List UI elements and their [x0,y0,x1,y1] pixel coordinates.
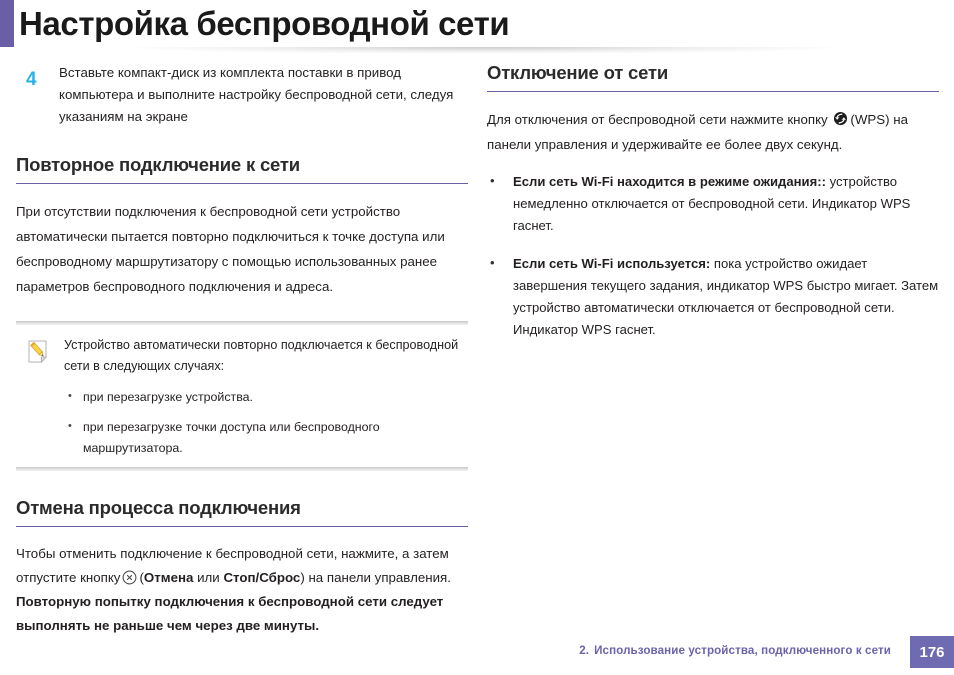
header-accent-bar [0,0,14,47]
cancel-text-part2: ) на панели управления. [300,570,451,585]
bullet-title: Если сеть Wi-Fi используется: [513,256,711,271]
footer-chapter-number: 2. [579,644,590,657]
disconnect-bullet-list [487,171,939,341]
paragraph-reconnect: При отсутствии подключения к беспроводной сети устройство автоматически пытается повторно подключиться к точке доступа или беспроводному маршрутизатору с помощью использованных ранее параметров беспроводного подключения и адреса. [16,204,445,294]
right-column [487,62,939,357]
page-content [0,62,954,633]
list-item [487,253,939,341]
section-rule [487,91,939,92]
cancel-circle-icon [122,569,137,584]
note-pencil-icon [26,339,52,365]
page-footer [0,629,954,675]
disconnect-text-part2: (WPS) на панели управления и удерживайте ее более двух секунд. [487,112,908,152]
wps-icon [833,109,848,124]
header-divider-shadow [14,47,954,57]
step-text: Вставьте компакт-диск из комплекта поставки в привод компьютера и выполните настройку беспроводной сети, следуя указаниям на экране [59,65,454,124]
footer-chapter-label [579,644,891,657]
list-item: • при перезагрузке точки доступа или беспроводного маршрутизатора. [64,417,462,459]
note-top-rule [16,321,468,325]
section-rule [16,183,468,184]
page-header [0,0,954,47]
left-column [16,62,468,648]
bullet-body: устройство немедленно отключается от беспроводной сети. Индикатор WPS гаснет. [513,174,911,233]
list-item [487,171,939,237]
paragraph-cancel [16,542,468,638]
section-rule [16,526,468,527]
cancel-button-label: Отмена [143,570,194,585]
note-box [16,321,468,471]
page-title: Настройка беспроводной сети [19,5,510,42]
note-list [64,387,462,459]
footer-chapter-title: Использование устройства, подключенного к сети [594,644,891,657]
cancel-text-paren-open: ( [139,570,144,585]
list-item: • при перезагрузке устройства. [64,387,462,408]
cancel-warning-text: Повторную попытку подключения к беспроводной сети следует выполнять не раньше чем через две минуты. [16,594,444,633]
note-text: Устройство автоматически повторно подключается к беспроводной сети в следующих случаях: [64,338,459,373]
numbered-step-4 [16,62,468,128]
stop-reset-button-label: Стоп/Сброс [223,570,301,585]
step-number: 4 [26,69,37,90]
bullet-body: пока устройство ожидает завершения текущего задания, индикатор WPS быстро мигает. Затем устройство автоматически отключается от беспроводной сети. Индикатор WPS гаснет. [513,256,939,337]
note-bottom-rule [16,467,468,471]
cancel-text-or: или [193,570,224,585]
bullet-title: Если сеть Wi-Fi находится в режиме ожидания:: [513,174,826,189]
section-heading-reconnect: Повторное подключение к сети [16,154,300,175]
section-heading-disconnect: Отключение от сети [487,62,668,83]
section-heading-cancel: Отмена процесса подключения [16,497,301,518]
disconnect-text-part1: Для отключения от беспроводной сети нажмите кнопку [487,112,828,127]
paragraph-disconnect [487,107,939,157]
cancel-text-part1: Чтобы отменить подключение к беспроводной сети, нажмите, а затем отпустите кнопку [16,546,449,585]
page-number-badge: 176 [910,636,954,668]
